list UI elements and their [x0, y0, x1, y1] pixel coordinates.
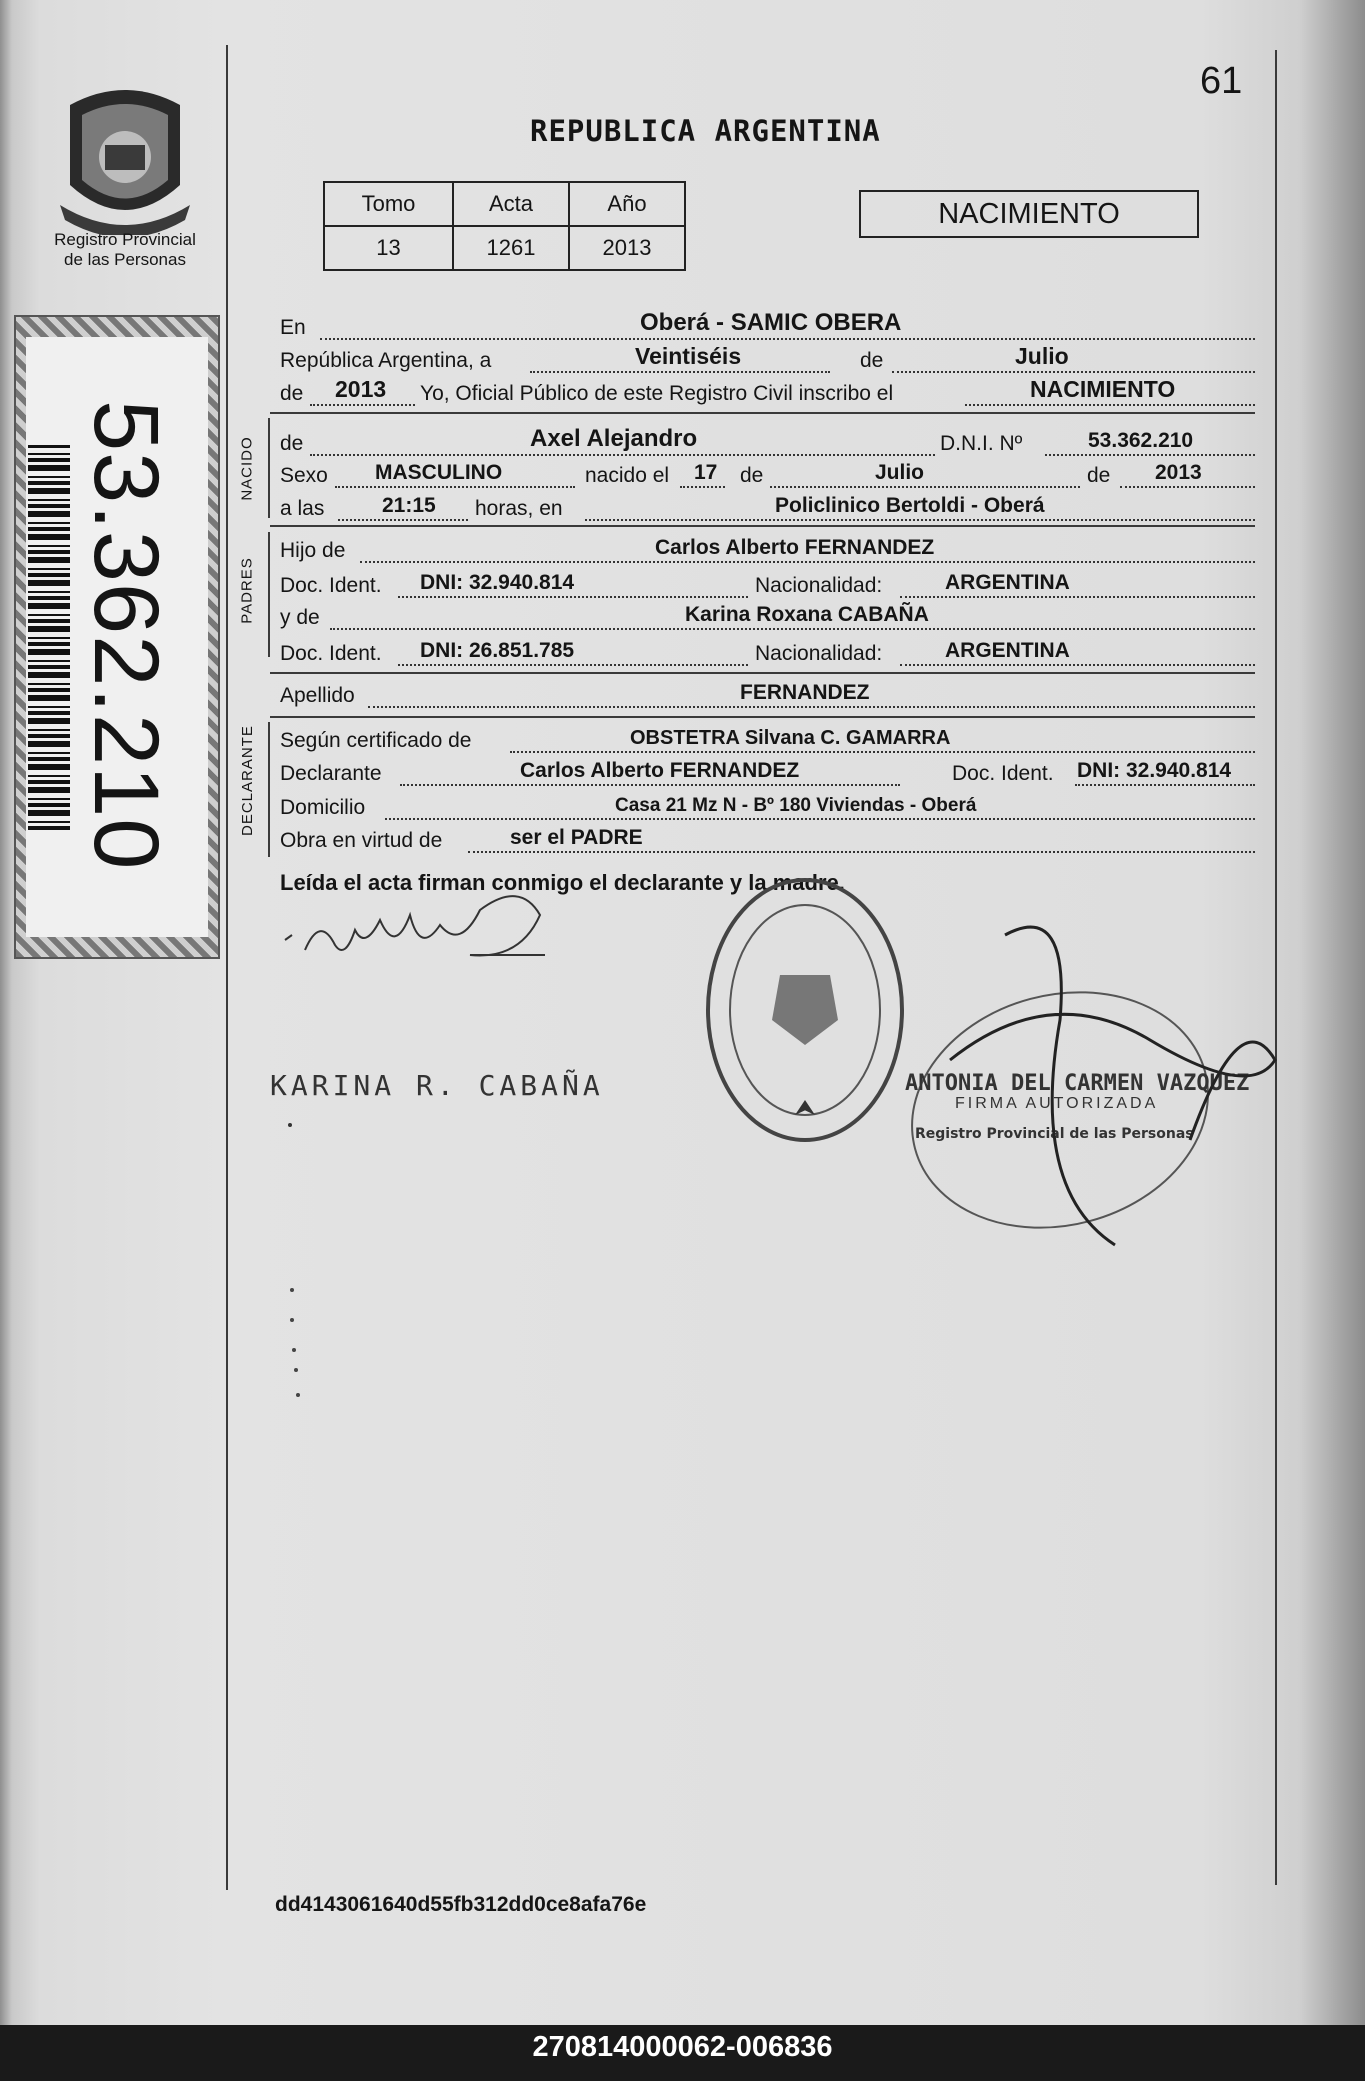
label-sexo: Sexo [280, 464, 328, 487]
header-anio: Año [569, 182, 685, 226]
label-certificado: Según certificado de [280, 729, 472, 752]
officer-stamp-registry: Registro Provincial de las Personas [915, 1126, 1194, 1142]
value-month: Julio [1015, 343, 1069, 369]
value-declarante-doc: DNI: 32.940.814 [1077, 759, 1232, 782]
value-day: Veintiséis [635, 343, 742, 369]
label-dni: D.N.I. Nº [940, 432, 1023, 455]
registry-caption-line2: de las Personas [64, 250, 186, 269]
header-tomo: Tomo [324, 182, 453, 226]
record-type-box: NACIMIENTO [859, 190, 1199, 238]
label-apellido: Apellido [280, 684, 355, 707]
value-dni: 53.362.210 [1088, 429, 1194, 452]
label-en: En [280, 316, 306, 339]
value-inscribed: NACIMIENTO [1030, 376, 1176, 402]
label-officer: Yo, Oficial Público de este Registro Civil inscribo el [420, 382, 894, 405]
declarant-signature [285, 896, 545, 955]
label-obra: Obra en virtud de [280, 829, 443, 852]
label-yde: y de [280, 606, 320, 629]
value-birth-day: 17 [694, 461, 718, 484]
value-father-doc: DNI: 32.940.814 [420, 571, 575, 594]
value-declarante: Carlos Alberto FERNANDEZ [520, 759, 800, 782]
value-father: Carlos Alberto FERNANDEZ [655, 536, 935, 559]
page-number: 61 [1200, 60, 1243, 102]
section-label-declarante: DECLARANTE [239, 725, 256, 836]
document-hash: dd4143061640d55fb312dd0ce8afa76e [275, 1893, 647, 1916]
label-doc: Doc. Ident. [280, 574, 382, 597]
label-de2: de [740, 464, 764, 487]
value-domicilio: Casa 21 Mz N - Bº 180 Viviendas - Oberá [615, 795, 977, 816]
section-label-padres: PADRES [238, 557, 256, 624]
value-year: 2013 [335, 376, 387, 402]
value-time: 21:15 [382, 494, 436, 517]
value-birth-place: Policlinico Bertoldi - Oberá [775, 494, 1045, 517]
value-obra: ser el PADRE [510, 826, 643, 849]
label-alas: a las [280, 497, 325, 520]
value-place: Oberá - SAMIC OBERA [640, 309, 902, 336]
label-nacionalidad: Nacionalidad: [755, 574, 883, 597]
value-mother-doc: DNI: 26.851.785 [420, 639, 575, 662]
label-de: de [860, 349, 884, 372]
document-title: REPUBLICA ARGENTINA [530, 114, 881, 148]
officer-stamp-name: ANTONIA DEL CARMEN VAZQUEZ [905, 1071, 1250, 1096]
value-mother: Karina Roxana CABAÑA [685, 603, 929, 626]
barcode-number: 53.362.210 [75, 400, 177, 871]
value-birth-year: 2013 [1155, 461, 1202, 484]
officer-stamp-role: FIRMA AUTORIZADA [955, 1095, 1159, 1112]
footer-code: 270814000062-006836 [532, 2031, 833, 2063]
label-doc2: Doc. Ident. [280, 642, 382, 665]
closing-statement: Leída el acta firman conmigo el declarante y la madre. [280, 870, 845, 895]
section-label-nacido: NACIDO [238, 436, 256, 501]
label-republica: República Argentina, a [280, 349, 492, 372]
value-anio: 2013 [569, 226, 685, 270]
label-horas: horas, en [475, 497, 563, 520]
label-de-year: de [280, 382, 304, 405]
header-acta: Acta [453, 182, 569, 226]
value-name: Axel Alejandro [530, 425, 698, 452]
value-apellido: FERNANDEZ [740, 681, 870, 704]
value-mother-nat: ARGENTINA [945, 639, 1070, 662]
value-tomo: 13 [324, 226, 453, 270]
value-sex: MASCULINO [375, 461, 503, 484]
label-nacionalidad2: Nacionalidad: [755, 642, 883, 665]
value-acta: 1261 [453, 226, 569, 270]
round-seal-icon [708, 880, 902, 1140]
label-doc3: Doc. Ident. [952, 762, 1054, 785]
mother-signature: KARINA R. CABAÑA [270, 1069, 604, 1102]
label-de3: de [1087, 464, 1111, 487]
label-nacido-el: nacido el [585, 464, 670, 487]
value-birth-month: Julio [875, 461, 925, 484]
label-declarante: Declarante [280, 762, 382, 785]
label-hijo: Hijo de [280, 539, 346, 562]
value-certificado: OBSTETRA Silvana C. GAMARRA [630, 727, 951, 749]
registry-caption-line1: Registro Provincial [54, 230, 196, 249]
label-de-name: de [280, 432, 304, 455]
officer-stamp-icon [885, 960, 1249, 1260]
value-father-nat: ARGENTINA [945, 571, 1070, 594]
label-domicilio: Domicilio [280, 796, 366, 819]
